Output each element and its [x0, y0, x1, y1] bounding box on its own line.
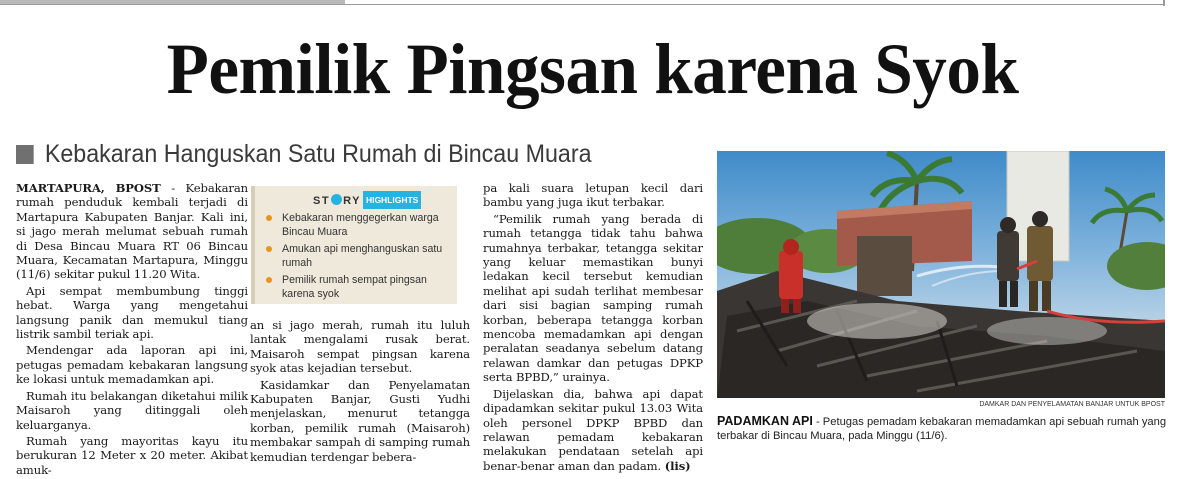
article-column-1 [16, 181, 248, 479]
paragraph: Dijelaskan dia, bahwa api dapat dipadamkan sekitar pukul 13.03 Wita oleh personel DPKP BPBD dan relawan pemadam kebakaran melakukan pendataan setelah api benar-benar aman dan padam. (lis) [483, 386, 703, 473]
paragraph: Kasidamkar dan Penyelamatan Kabupaten Banjar, Gusti Yudhi menjelaskan, menurut tetangga korban, pemilik rumah (Maisaroh) membakar sampah di samping rumah kemudian terdengar bebera- [250, 377, 470, 464]
square-bullet-icon [16, 145, 34, 164]
dateline: MARTAPURA, BPOST [16, 181, 161, 195]
subheadline-text: Kebakaran Hanguskan Satu Rumah di Bincau Muara [44, 140, 592, 168]
article-column-3 [483, 181, 703, 475]
fire-scene-illustration [717, 151, 1165, 398]
author-credit: (lis) [664, 458, 691, 473]
bullet-dot-icon [266, 246, 272, 252]
paragraph: Rumah yang mayoritas kayu itu berukuran 12 Meter x 20 meter. Akibat amuk- [16, 433, 248, 477]
headline: Pemilik Pingsan karena Syok [166, 29, 1019, 109]
paragraph: pa kali suara letupan kecil dari bambu yang juga ikut terbakar. [483, 181, 703, 210]
bullet-dot-icon [266, 215, 272, 221]
story-o-icon [331, 194, 342, 205]
photo-credit: DAMKAR DAN PENYELAMATAN BANJAR UNTUK BPOST [979, 401, 1165, 408]
paragraph: Mendengar ada laporan api ini, petugas pemadam kebakaran langsung ke lokasi untuk memadamkan api. [16, 343, 248, 387]
highlights-list [263, 211, 453, 304]
article-column-2 [250, 318, 470, 466]
caption-text: - Petugas pemadam kebakaran memadamkan api sebuah rumah yang terbakar di Bincau Muara, pada Minggu (11/6). [717, 416, 1167, 442]
bullet-dot-icon [266, 277, 272, 283]
highlight-item: Kebakaran menggegerkan warga Bincau Muara [263, 211, 453, 239]
subheadline [16, 138, 592, 170]
story-highlights-label: ST RY HIGHLIGHTS [313, 191, 421, 207]
news-photo [717, 151, 1165, 398]
paragraph: “Pemilik rumah yang berada di rumah tetangga tidak tahu bahwa rumahnya terbakar, tetangga sekitar yang keluar memastikan bunyi ledakan kecil tersebut kemudian melihat api sudah terlihat membesar dari sisi bagian samping rumah korban, beberapa tetangga korban mencoba memadamkan api dengan peralatan seadanya sebelum datang relawan damkar dan petugas DPKP serta BPBD,” urainya. [483, 211, 703, 385]
highlights-badge: HIGHLIGHTS [363, 191, 421, 209]
paragraph: Api sempat membumbung tinggi hebat. Warga yang mengetahui langsung panik dan memukul tiang listrik sambil teriak api. [16, 283, 248, 342]
paragraph: Rumah itu belakangan diketahui milik Maisaroh yang ditinggali oleh keluarganya. [16, 388, 248, 432]
caption-title: PADAMKAN API [717, 414, 813, 428]
highlight-item: Amukan api menghanguskan satu rumah [263, 242, 453, 270]
photo-caption [717, 414, 1167, 443]
story-highlights-box [251, 186, 457, 304]
highlight-item: Pemilik rumah sempat pingsan karena syok [263, 273, 453, 301]
paragraph: MARTAPURA, BPOST - Kebakaran rumah penduduk kembali terjadi di Martapura Kabupaten Banjar. Kali ini, si jago merah melumat sebuah rumah di Desa Bincau Muara RT 06 Bincau Muara, Kecamatan Martapura, Minggu (11/6) sekitar pukul 11.20 Wita. [16, 181, 248, 282]
paragraph: an si jago merah, rumah itu luluh lantak mengalami rusak berat. Maisaroh sempat pingsan karena syok atas kejadian tersebut. [250, 318, 470, 376]
top-border [0, 0, 1185, 6]
